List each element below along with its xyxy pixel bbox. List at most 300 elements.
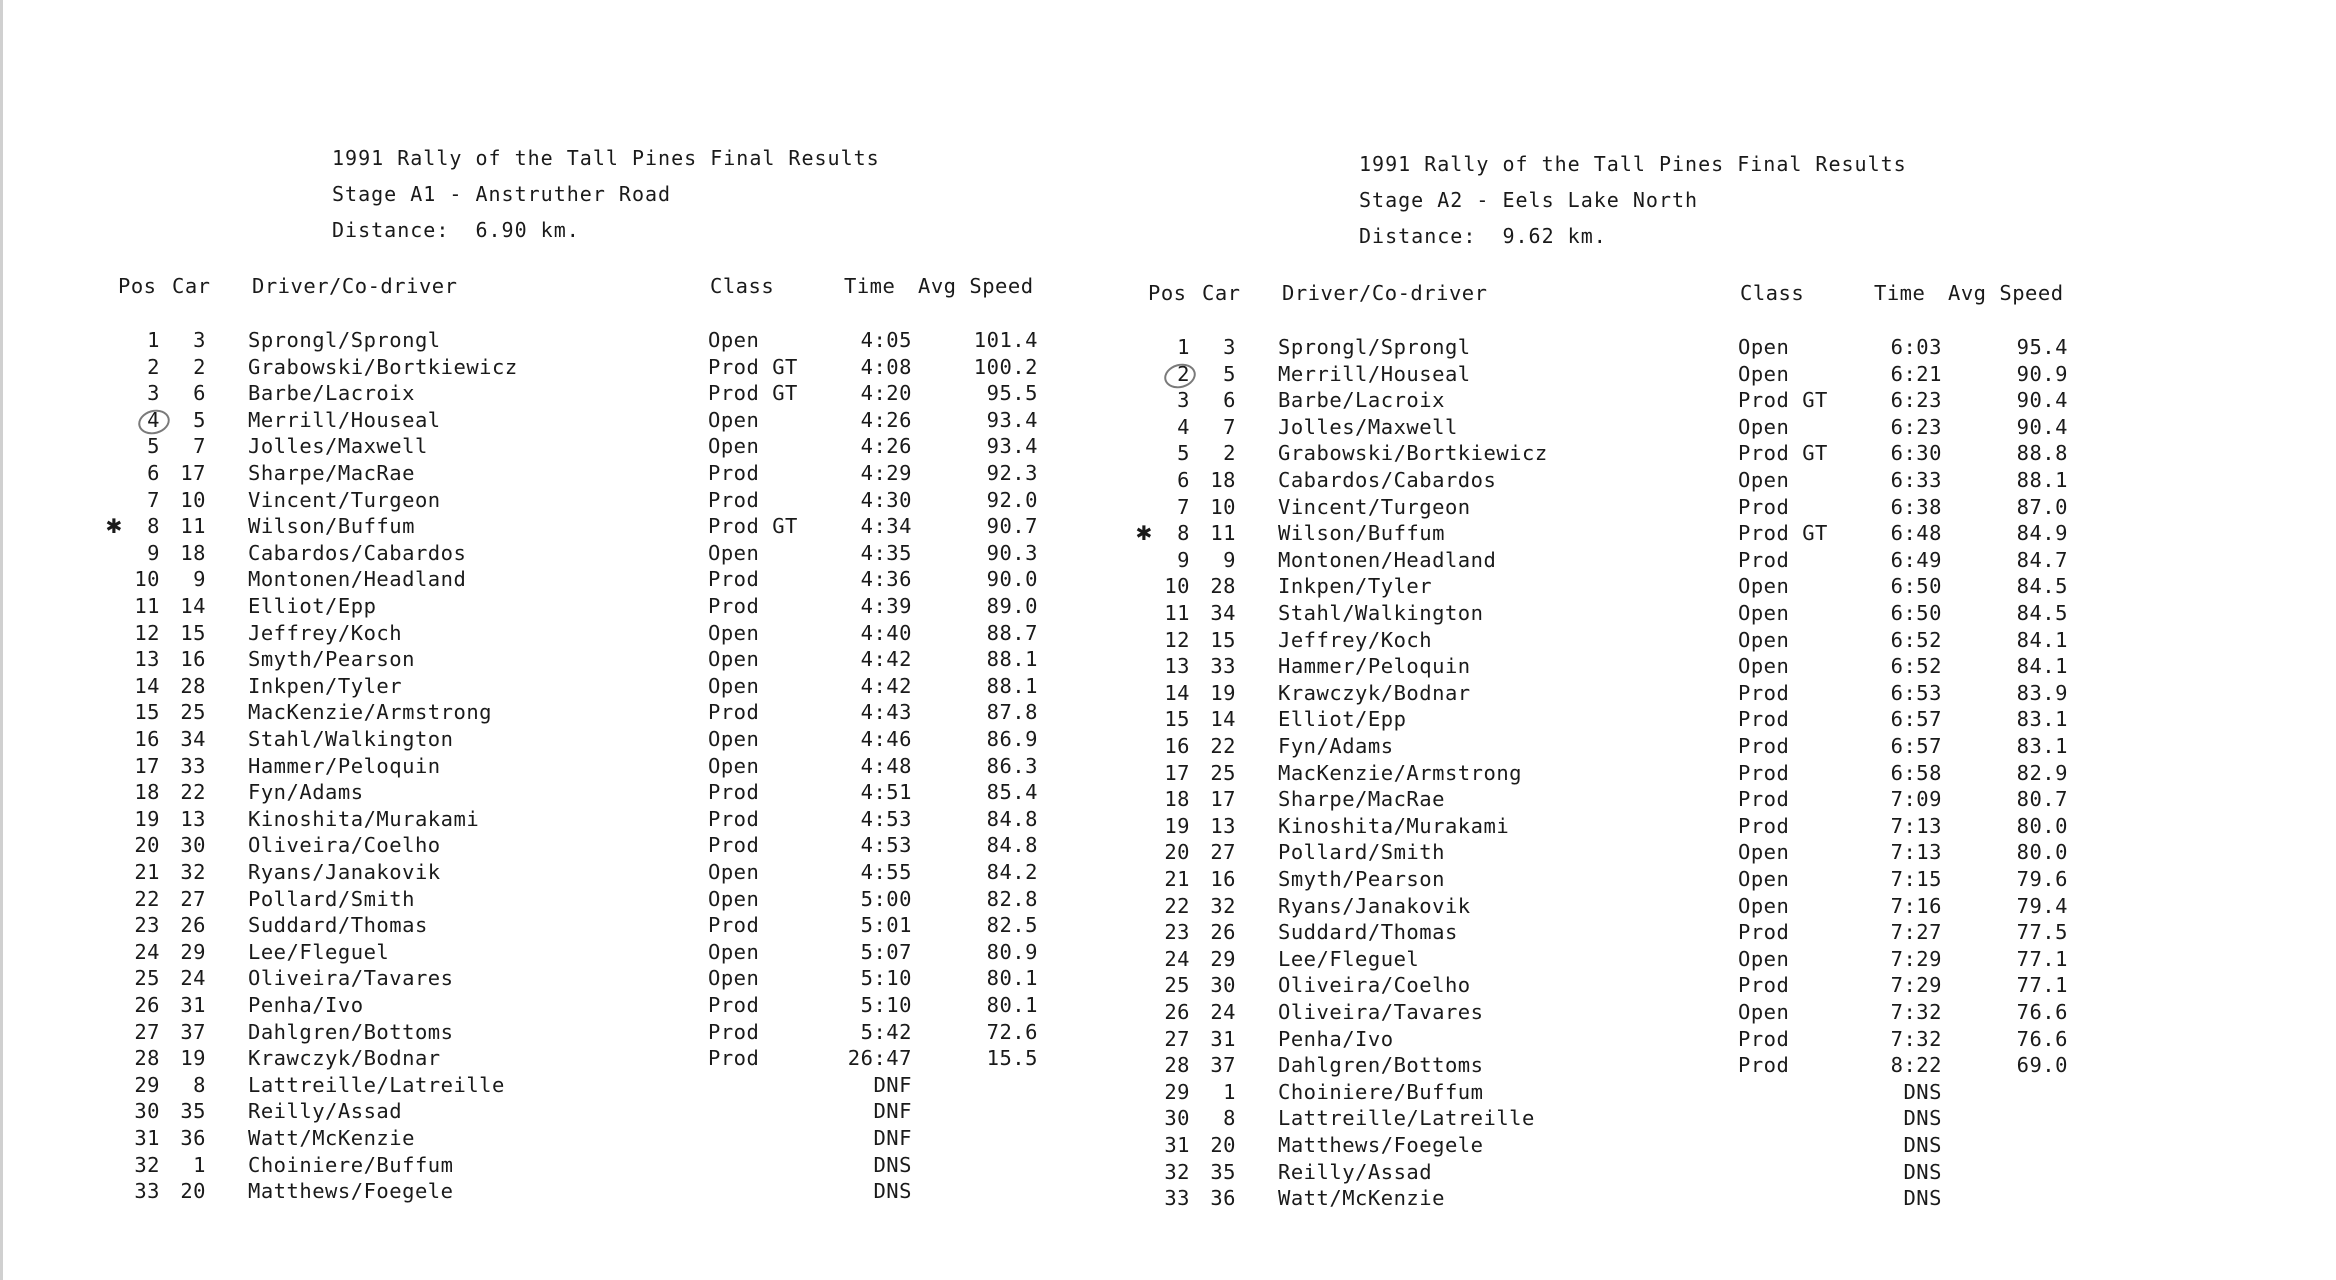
- cell-class: Open: [1738, 574, 1790, 599]
- cell-driver: Elliot/Epp: [1278, 707, 1407, 732]
- cell-class: Prod: [1738, 760, 1790, 785]
- cell-class: Prod: [1738, 1053, 1790, 1078]
- cell-pos: 1: [1177, 335, 1190, 359]
- asterisk-icon: ✱: [106, 510, 122, 541]
- table-row: [1148, 734, 2098, 761]
- cell-speed: 88.7: [986, 620, 1038, 645]
- column-header-class: Class: [1740, 281, 1805, 305]
- cell-class: Prod: [708, 913, 760, 938]
- cell-car: 17: [1210, 787, 1236, 812]
- cell-time: 6:30: [1890, 441, 1942, 466]
- cell-time: 6:23: [1890, 414, 1942, 439]
- cell-car: 26: [180, 913, 206, 938]
- cell-speed: 86.9: [986, 727, 1038, 751]
- table-row: [118, 913, 1068, 940]
- cell-car: 5: [193, 407, 206, 432]
- cell-car: 26: [1210, 920, 1236, 945]
- cell-driver: Jeffrey/Koch: [1278, 627, 1433, 652]
- cell-speed: 77.1: [2016, 946, 2068, 971]
- cell-class: Open: [708, 753, 760, 778]
- cell-pos: 24: [1164, 946, 1190, 971]
- cell-time: 4:29: [860, 461, 912, 485]
- cell-car: 13: [180, 806, 206, 831]
- cell-class: Prod: [1738, 787, 1790, 812]
- cell-class: Open: [1738, 601, 1790, 625]
- column-header-car: Car: [1202, 281, 1241, 305]
- cell-speed: 77.1: [2016, 973, 2068, 998]
- cell-car: 16: [180, 647, 206, 672]
- table-row: [1148, 654, 2098, 681]
- cell-driver: Stahl/Walkington: [248, 727, 454, 751]
- cell-class: Open: [708, 328, 760, 352]
- cell-pos: 12: [134, 620, 160, 645]
- cell-car: 22: [1210, 734, 1236, 758]
- stage-distance: Distance: 6.90 km.: [332, 218, 580, 242]
- cell-speed: 88.1: [2016, 468, 2068, 492]
- cell-class: Open: [1738, 946, 1790, 971]
- cell-time: 4:35: [860, 540, 912, 565]
- cell-pos: 5: [147, 434, 160, 459]
- cell-speed: 80.9: [986, 939, 1038, 964]
- cell-speed: 79.6: [2016, 867, 2068, 891]
- cell-class: Prod: [708, 993, 760, 1017]
- cell-car: 20: [180, 1179, 206, 1204]
- cell-speed: 84.1: [2016, 654, 2068, 679]
- cell-time: 4:53: [860, 806, 912, 831]
- cell-pos: 22: [134, 886, 160, 911]
- cell-time: 4:51: [860, 780, 912, 805]
- table-row: [118, 1020, 1068, 1047]
- cell-class: Prod GT: [1738, 441, 1828, 466]
- table-row: [118, 727, 1068, 754]
- cell-time: DNS: [1903, 1186, 1942, 1211]
- cell-driver: Penha/Ivo: [1278, 1026, 1394, 1051]
- cell-class: Prod: [708, 700, 760, 725]
- cell-time: 6:33: [1890, 468, 1942, 492]
- cell-car: 6: [1223, 388, 1236, 413]
- table-row: [1148, 362, 2098, 389]
- cell-time: 6:53: [1890, 680, 1942, 705]
- table-row: [118, 488, 1068, 515]
- cell-driver: Ryans/Janakovik: [1278, 893, 1471, 918]
- column-header-driver: Driver/Co-driver: [252, 274, 458, 298]
- cell-pos: 24: [134, 939, 160, 964]
- page-edge: [0, 0, 3, 1280]
- cell-car: 33: [180, 753, 206, 778]
- cell-class: Open: [708, 939, 760, 964]
- cell-car: 14: [180, 594, 206, 618]
- cell-driver: Cabardos/Cabardos: [1278, 468, 1497, 492]
- cell-time: DNS: [1903, 1106, 1942, 1131]
- column-header-time: Time: [1874, 281, 1926, 305]
- cell-speed: 101.4: [973, 328, 1038, 352]
- cell-speed: 80.7: [2016, 787, 2068, 812]
- cell-class: Prod GT: [1738, 521, 1828, 546]
- cell-class: Prod GT: [708, 514, 798, 539]
- table-row: [118, 1046, 1068, 1073]
- table-row: [118, 408, 1068, 435]
- cell-pos: 9: [147, 540, 160, 565]
- cell-car: 29: [1210, 946, 1236, 971]
- cell-pos: 15: [1164, 707, 1190, 732]
- cell-car: 18: [180, 540, 206, 565]
- cell-speed: 84.7: [2016, 547, 2068, 572]
- cell-class: Open: [708, 407, 760, 432]
- cell-time: 7:16: [1890, 893, 1942, 918]
- cell-car: 13: [1210, 813, 1236, 838]
- cell-driver: Inkpen/Tyler: [1278, 574, 1433, 599]
- cell-driver: Kinoshita/Murakami: [248, 806, 480, 831]
- stage-a2-header: [1359, 146, 1907, 254]
- cell-time: 6:57: [1890, 707, 1942, 732]
- cell-class: Prod: [1738, 734, 1790, 758]
- cell-class: Prod GT: [708, 354, 798, 379]
- cell-speed: 90.9: [2016, 361, 2068, 386]
- cell-pos: 33: [1164, 1186, 1190, 1211]
- cell-driver: Grabowski/Bortkiewicz: [1278, 441, 1548, 466]
- column-header-class: Class: [710, 274, 775, 298]
- cell-class: Open: [708, 886, 760, 911]
- cell-class: Open: [1738, 867, 1790, 891]
- cell-time: 4:40: [860, 620, 912, 645]
- cell-pos: 33: [134, 1179, 160, 1204]
- cell-speed: 80.0: [2016, 813, 2068, 838]
- table-row: [1148, 1053, 2098, 1080]
- cell-driver: Elliot/Epp: [248, 594, 377, 618]
- cell-class: Open: [708, 434, 760, 459]
- cell-time: 4:48: [860, 753, 912, 778]
- table-row: [118, 700, 1068, 727]
- table-row: [118, 434, 1068, 461]
- cell-car: 35: [180, 1099, 206, 1124]
- cell-pos: 32: [134, 1152, 160, 1177]
- cell-driver: MacKenzie/Armstrong: [248, 700, 492, 725]
- cell-driver: MacKenzie/Armstrong: [1278, 760, 1522, 785]
- table-row: [1148, 574, 2098, 601]
- table-row: [1148, 628, 2098, 655]
- cell-car: 16: [1210, 867, 1236, 891]
- cell-speed: 93.4: [986, 407, 1038, 432]
- cell-pos: 6: [147, 461, 160, 485]
- table-row: [1148, 601, 2098, 628]
- cell-time: 7:32: [1890, 1026, 1942, 1051]
- table-row: [1148, 787, 2098, 814]
- cell-car: 37: [1210, 1053, 1236, 1078]
- cell-pos: 7: [147, 487, 160, 512]
- cell-driver: Dahlgren/Bottoms: [248, 1019, 454, 1044]
- cell-speed: 82.5: [986, 913, 1038, 938]
- cell-driver: Krawczyk/Bodnar: [1278, 680, 1471, 705]
- cell-driver: Fyn/Adams: [248, 780, 364, 805]
- table-row: [118, 647, 1068, 674]
- cell-pos: 27: [1164, 1026, 1190, 1051]
- cell-time: 6:52: [1890, 627, 1942, 652]
- cell-driver: Ryans/Janakovik: [248, 860, 441, 884]
- cell-car: 1: [1223, 1079, 1236, 1104]
- cell-driver: Reilly/Assad: [1278, 1159, 1433, 1184]
- cell-pos: 23: [134, 913, 160, 938]
- cell-car: 37: [180, 1019, 206, 1044]
- table-row: [1148, 973, 2098, 1000]
- table-row: [1148, 867, 2098, 894]
- cell-pos: 16: [134, 727, 160, 751]
- table-row: [118, 1099, 1068, 1126]
- cell-speed: 84.5: [2016, 574, 2068, 599]
- cell-class: Open: [708, 647, 760, 672]
- cell-driver: Barbe/Lacroix: [1278, 388, 1445, 413]
- cell-time: DNF: [873, 1072, 912, 1097]
- cell-class: Open: [1738, 893, 1790, 918]
- stage-a2-results-table: [1136, 281, 2098, 1221]
- cell-speed: 79.4: [2016, 893, 2068, 918]
- cell-time: 6:50: [1890, 574, 1942, 599]
- cell-time: 7:09: [1890, 787, 1942, 812]
- table-row: [1148, 441, 2098, 468]
- cell-car: 25: [180, 700, 206, 725]
- cell-speed: 82.8: [986, 886, 1038, 911]
- cell-speed: 90.0: [986, 567, 1038, 592]
- cell-time: 4:42: [860, 673, 912, 698]
- cell-class: Prod GT: [1738, 388, 1828, 413]
- cell-car: 28: [180, 673, 206, 698]
- cell-time: DNS: [873, 1179, 912, 1204]
- cell-class: Open: [1738, 627, 1790, 652]
- cell-time: 4:34: [860, 514, 912, 539]
- cell-time: 6:23: [1890, 388, 1942, 413]
- cell-car: 22: [180, 780, 206, 805]
- column-header-car: Car: [172, 274, 211, 298]
- cell-car: 19: [1210, 680, 1236, 705]
- cell-car: 7: [1223, 414, 1236, 439]
- cell-car: 27: [180, 886, 206, 911]
- table-row: [1148, 707, 2098, 734]
- cell-driver: Hammer/Peloquin: [1278, 654, 1471, 679]
- cell-speed: 88.8: [2016, 441, 2068, 466]
- cell-driver: Krawczyk/Bodnar: [248, 1046, 441, 1071]
- table-row: [118, 328, 1068, 355]
- cell-pos: 19: [134, 806, 160, 831]
- table-row: [1148, 388, 2098, 415]
- cell-car: 2: [1223, 441, 1236, 466]
- cell-pos: 6: [1177, 468, 1190, 492]
- cell-driver: Dahlgren/Bottoms: [1278, 1053, 1484, 1078]
- cell-driver: Suddard/Thomas: [248, 913, 428, 938]
- cell-pos: 4: [147, 407, 160, 432]
- cell-pos: 3: [147, 381, 160, 406]
- table-row: [118, 754, 1068, 781]
- cell-driver: Merrill/Houseal: [248, 407, 441, 432]
- cell-speed: 95.5: [986, 381, 1038, 406]
- cell-speed: 90.3: [986, 540, 1038, 565]
- cell-speed: 69.0: [2016, 1053, 2068, 1078]
- cell-class: Prod: [708, 806, 760, 831]
- cell-pos: 3: [1177, 388, 1190, 413]
- cell-driver: Lattreille/Latreille: [1278, 1106, 1535, 1131]
- table-row: [1148, 947, 2098, 974]
- cell-time: 5:10: [860, 966, 912, 991]
- cell-car: 34: [180, 727, 206, 751]
- cell-time: 4:55: [860, 860, 912, 884]
- cell-driver: Smyth/Pearson: [248, 647, 415, 672]
- cell-driver: Wilson/Buffum: [1278, 521, 1445, 546]
- table-row: [118, 966, 1068, 993]
- cell-car: 11: [1210, 521, 1236, 546]
- cell-pos: 13: [134, 647, 160, 672]
- stage-name: Stage A1 - Anstruther Road: [332, 182, 672, 206]
- cell-driver: Pollard/Smith: [248, 886, 415, 911]
- cell-class: Prod: [1738, 920, 1790, 945]
- cell-pos: 20: [134, 833, 160, 858]
- cell-pos: 12: [1164, 627, 1190, 652]
- stage-distance: Distance: 9.62 km.: [1359, 224, 1607, 248]
- cell-time: 5:01: [860, 913, 912, 938]
- cell-car: 25: [1210, 760, 1236, 785]
- cell-driver: Penha/Ivo: [248, 993, 364, 1017]
- cell-car: 36: [1210, 1186, 1236, 1211]
- cell-speed: 95.4: [2016, 335, 2068, 359]
- table-row: [118, 674, 1068, 701]
- cell-speed: 72.6: [986, 1019, 1038, 1044]
- table-row: [118, 461, 1068, 488]
- cell-speed: 76.6: [2016, 1000, 2068, 1024]
- table-row: [1148, 894, 2098, 921]
- cell-time: 4:39: [860, 594, 912, 618]
- column-header-speed: Avg Speed: [918, 274, 1034, 298]
- cell-time: 6:48: [1890, 521, 1942, 546]
- cell-class: Prod: [708, 1046, 760, 1071]
- cell-pos: 28: [1164, 1053, 1190, 1078]
- cell-time: 7:29: [1890, 973, 1942, 998]
- table-row: [118, 1126, 1068, 1153]
- cell-time: 4:53: [860, 833, 912, 858]
- cell-pos: 2: [147, 354, 160, 379]
- cell-car: 32: [1210, 893, 1236, 918]
- cell-pos: 14: [1164, 680, 1190, 705]
- cell-pos: 25: [1164, 973, 1190, 998]
- cell-pos: 21: [1164, 867, 1190, 891]
- cell-pos: 21: [134, 860, 160, 884]
- table-row: [1148, 1160, 2098, 1187]
- cell-class: Open: [708, 673, 760, 698]
- cell-driver: Lee/Fleguel: [1278, 946, 1420, 971]
- cell-pos: 14: [134, 673, 160, 698]
- cell-car: 27: [1210, 840, 1236, 865]
- table-row: [1148, 1000, 2098, 1027]
- cell-driver: Vincent/Turgeon: [248, 487, 441, 512]
- cell-car: 18: [1210, 468, 1236, 492]
- cell-time: 7:27: [1890, 920, 1942, 945]
- cell-class: Open: [708, 860, 760, 884]
- cell-pos: 8: [1177, 521, 1190, 546]
- cell-class: Open: [708, 727, 760, 751]
- table-row: [118, 514, 1068, 541]
- cell-car: 8: [1223, 1106, 1236, 1131]
- cell-speed: 89.0: [986, 594, 1038, 618]
- column-header-time: Time: [844, 274, 896, 298]
- stage-name: Stage A2 - Eels Lake North: [1359, 188, 1699, 212]
- results-title: 1991 Rally of the Tall Pines Final Results: [1359, 152, 1907, 176]
- cell-driver: Watt/McKenzie: [1278, 1186, 1445, 1211]
- cell-driver: Lattreille/Latreille: [248, 1072, 505, 1097]
- cell-driver: Cabardos/Cabardos: [248, 540, 467, 565]
- cell-car: 2: [193, 354, 206, 379]
- cell-car: 17: [180, 461, 206, 485]
- cell-pos: 31: [134, 1126, 160, 1150]
- cell-driver: Pollard/Smith: [1278, 840, 1445, 865]
- cell-time: 7:29: [1890, 946, 1942, 971]
- table-row: [118, 887, 1068, 914]
- cell-speed: 15.5: [986, 1046, 1038, 1071]
- cell-time: DNS: [1903, 1159, 1942, 1184]
- cell-pos: 17: [1164, 760, 1190, 785]
- cell-car: 15: [1210, 627, 1236, 652]
- table-row: [1148, 495, 2098, 522]
- table-row: [118, 833, 1068, 860]
- table-row: [1148, 415, 2098, 442]
- cell-pos: 18: [1164, 787, 1190, 812]
- cell-pos: 1: [147, 328, 160, 352]
- cell-car: 10: [1210, 494, 1236, 519]
- cell-time: 7:32: [1890, 1000, 1942, 1024]
- cell-speed: 84.1: [2016, 627, 2068, 652]
- cell-class: Prod: [1738, 707, 1790, 732]
- table-row: [118, 594, 1068, 621]
- table-row: [1148, 814, 2098, 841]
- cell-speed: 90.4: [2016, 414, 2068, 439]
- cell-speed: 83.1: [2016, 707, 2068, 732]
- cell-pos: 23: [1164, 920, 1190, 945]
- cell-pos: 4: [1177, 414, 1190, 439]
- table-row: [1148, 548, 2098, 575]
- cell-driver: Sharpe/MacRae: [1278, 787, 1445, 812]
- cell-class: Open: [1738, 468, 1790, 492]
- cell-time: 8:22: [1890, 1053, 1942, 1078]
- cell-driver: Suddard/Thomas: [1278, 920, 1458, 945]
- cell-car: 30: [180, 833, 206, 858]
- cell-car: 6: [193, 381, 206, 406]
- cell-speed: 88.1: [986, 647, 1038, 672]
- asterisk-icon: ✱: [1136, 517, 1152, 548]
- cell-driver: Oliveira/Tavares: [1278, 1000, 1484, 1024]
- cell-pos: 25: [134, 966, 160, 991]
- cell-pos: 8: [147, 514, 160, 539]
- cell-driver: Wilson/Buffum: [248, 514, 415, 539]
- cell-pos: 27: [134, 1019, 160, 1044]
- cell-time: DNS: [1903, 1133, 1942, 1157]
- stage-a1-results-table: [106, 274, 1068, 1214]
- cell-car: 24: [180, 966, 206, 991]
- cell-car: 11: [180, 514, 206, 539]
- cell-car: 34: [1210, 601, 1236, 625]
- table-row: [118, 780, 1068, 807]
- cell-time: 7:13: [1890, 813, 1942, 838]
- cell-speed: 84.8: [986, 806, 1038, 831]
- cell-pos: 17: [134, 753, 160, 778]
- table-row: [1148, 1106, 2098, 1133]
- cell-time: DNS: [873, 1152, 912, 1177]
- cell-car: 36: [180, 1126, 206, 1150]
- cell-driver: Sprongl/Sprongl: [248, 328, 441, 352]
- cell-pos: 5: [1177, 441, 1190, 466]
- cell-pos: 30: [134, 1099, 160, 1124]
- cell-class: Open: [1738, 840, 1790, 865]
- cell-class: Prod: [1738, 680, 1790, 705]
- cell-pos: 16: [1164, 734, 1190, 758]
- cell-pos: 31: [1164, 1133, 1190, 1157]
- cell-driver: Kinoshita/Murakami: [1278, 813, 1510, 838]
- table-row: [118, 807, 1068, 834]
- cell-time: 5:42: [860, 1019, 912, 1044]
